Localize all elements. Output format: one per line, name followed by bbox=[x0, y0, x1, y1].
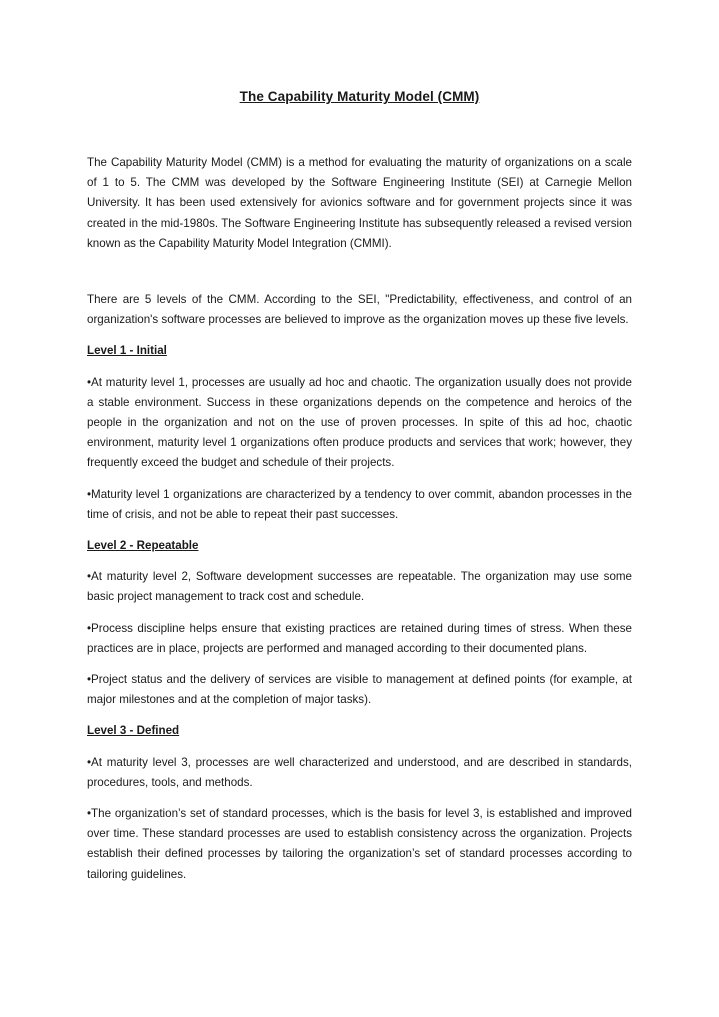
intro-paragraph: There are 5 levels of the CMM. According to the SEI, "Predictability, effectiveness, and control of an organization's software processes are believed to improve as the organization moves up these five levels. bbox=[87, 293, 632, 327]
document-title: The Capability Maturity Model (CMM) bbox=[239, 89, 480, 104]
section-heading-level-3: Level 3 - Defined bbox=[87, 724, 180, 738]
intro-paragraph: The Capability Maturity Model (CMM) is a method for evaluating the maturity of organizations on a scale of 1 to 5. The CMM was developed by the Software Engineering Institute (SEI) at Carnegie Mellon University. It has been used extensively for avionics software and for government projects since it was created in the mid-1980s. The Software Engineering Institute has subsequently released a revised version known as the Capability Maturity Model Integration (CMMI). bbox=[87, 156, 632, 250]
bullet-paragraph: •At maturity level 3, processes are well characterized and understood, and are described in standards, procedures, tools, and methods. bbox=[87, 755, 632, 789]
bullet-paragraph: •Process discipline helps ensure that existing practices are retained during times of stress. When these practices are in place, projects are performed and managed according to their documented plans. bbox=[87, 621, 632, 655]
bullet-paragraph: •At maturity level 1, processes are usually ad hoc and chaotic. The organization usually does not provide a stable environment. Success in these organizations depends on the competence and heroics of the people in the organization and not on the use of proven processes. In spite of this ad hoc, chaotic environment, maturity level 1 organizations often produce products and services that work; however, they frequently exceed the budget and schedule of their projects. bbox=[87, 375, 632, 470]
bullet-paragraph: •The organization’s set of standard processes, which is the basis for level 3, is established and improved over time. These standard processes are used to establish consistency across the organization. Projects establish their defined processes by tailoring the organization’s set of standard processes according to tailoring guidelines. bbox=[87, 807, 632, 881]
document-body bbox=[87, 153, 632, 896]
bullet-paragraph: •Project status and the delivery of services are visible to management at defined points (for example, at major milestones and at the completion of major tasks). bbox=[87, 673, 632, 707]
bullet-paragraph: •At maturity level 2, Software development successes are repeatable. The organization may use some basic project management to track cost and schedule. bbox=[87, 570, 632, 604]
section-heading-level-1: Level 1 - Initial bbox=[87, 344, 167, 358]
section-heading-level-2: Level 2 - Repeatable bbox=[87, 539, 199, 553]
bullet-paragraph: •Maturity level 1 organizations are characterized by a tendency to over commit, abandon processes in the time of crisis, and not be able to repeat their past successes. bbox=[87, 487, 632, 521]
